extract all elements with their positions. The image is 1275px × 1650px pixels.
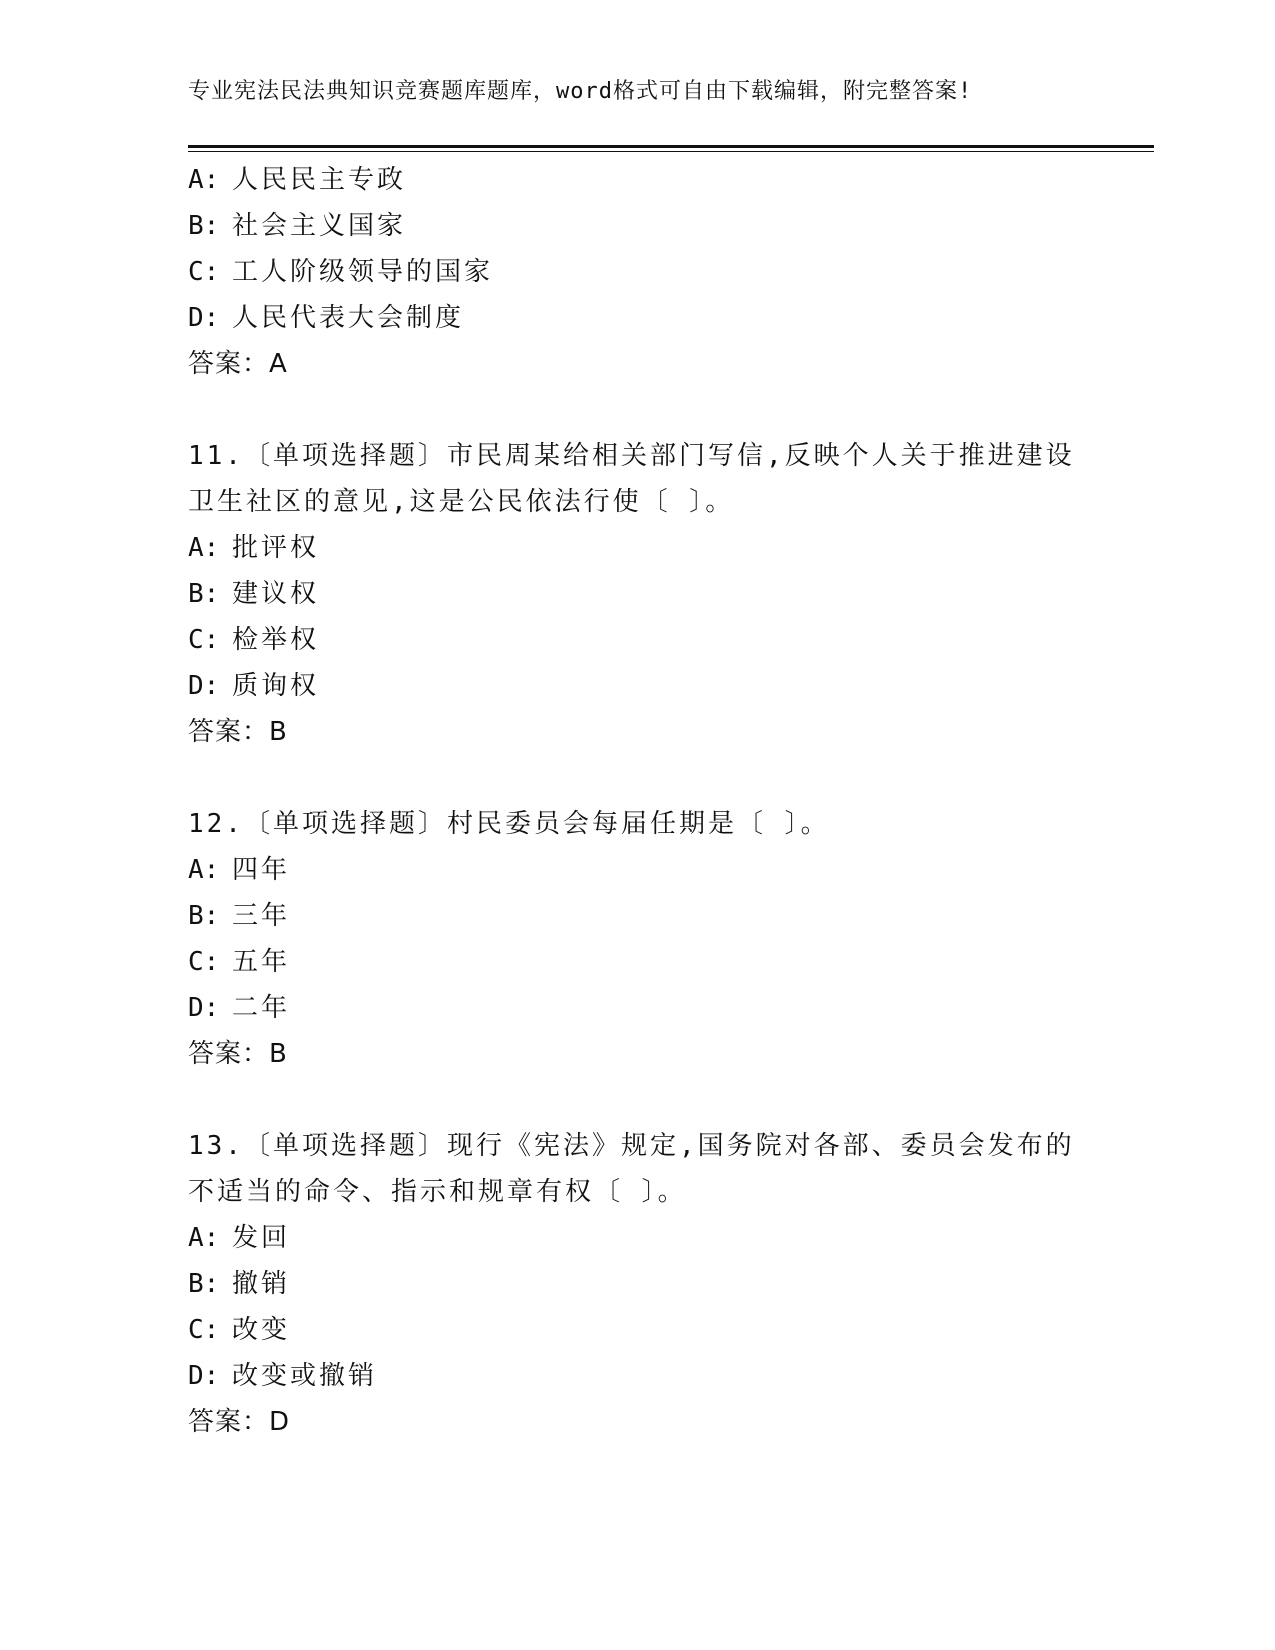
question-stem-line: 11.〔单项选择题〕市民周某给相关部门写信,反映个人关于推进建设 [188, 441, 1075, 471]
answer-line: 答案：B [188, 717, 288, 747]
option-b: B: 三年 [188, 901, 291, 931]
option-a: A: 发回 [188, 1223, 291, 1253]
page-header: 专业宪法民法典知识竞赛题库题库，word格式可自由下载编辑，附完整答案! [188, 79, 973, 104]
option-b: B: 社会主义国家 [188, 211, 407, 241]
option-d: D: 质询权 [188, 671, 320, 701]
question-stem-line: 卫生社区的意见,这是公民依法行使〔 〕。 [188, 487, 735, 517]
answer-line: 答案：D [188, 1407, 291, 1437]
question-11 [188, 433, 1088, 755]
question-stem-line: 不适当的命令、指示和规章有权〔 〕。 [188, 1177, 687, 1207]
header-rule-thin [188, 151, 1154, 152]
option-c: C: 改变 [188, 1315, 291, 1345]
answer-line: 答案：A [188, 349, 288, 379]
option-c: C: 检举权 [188, 625, 320, 655]
question-stem-line: 12.〔单项选择题〕村民委员会每届任期是〔 〕。 [188, 809, 830, 839]
option-d: D: 改变或撤销 [188, 1361, 378, 1391]
question-stem-line: 13.〔单项选择题〕现行《宪法》规定,国务院对各部、委员会发布的 [188, 1131, 1075, 1161]
option-a: A: 四年 [188, 855, 291, 885]
option-b: B: 建议权 [188, 579, 320, 609]
question-12 [188, 801, 1088, 1077]
option-d: D: 二年 [188, 993, 291, 1023]
option-a: A: 批评权 [188, 533, 320, 563]
answer-line: 答案：B [188, 1039, 288, 1069]
header-rule-thick [188, 145, 1154, 148]
option-d: D: 人民代表大会制度 [188, 303, 465, 333]
option-b: B: 撤销 [188, 1269, 291, 1299]
prev-question-block [188, 157, 1088, 387]
option-c: C: 工人阶级领导的国家 [188, 257, 494, 287]
question-13 [188, 1123, 1088, 1445]
option-a: A: 人民民主专政 [188, 165, 407, 195]
question-list [188, 157, 1088, 1445]
option-c: C: 五年 [188, 947, 291, 977]
